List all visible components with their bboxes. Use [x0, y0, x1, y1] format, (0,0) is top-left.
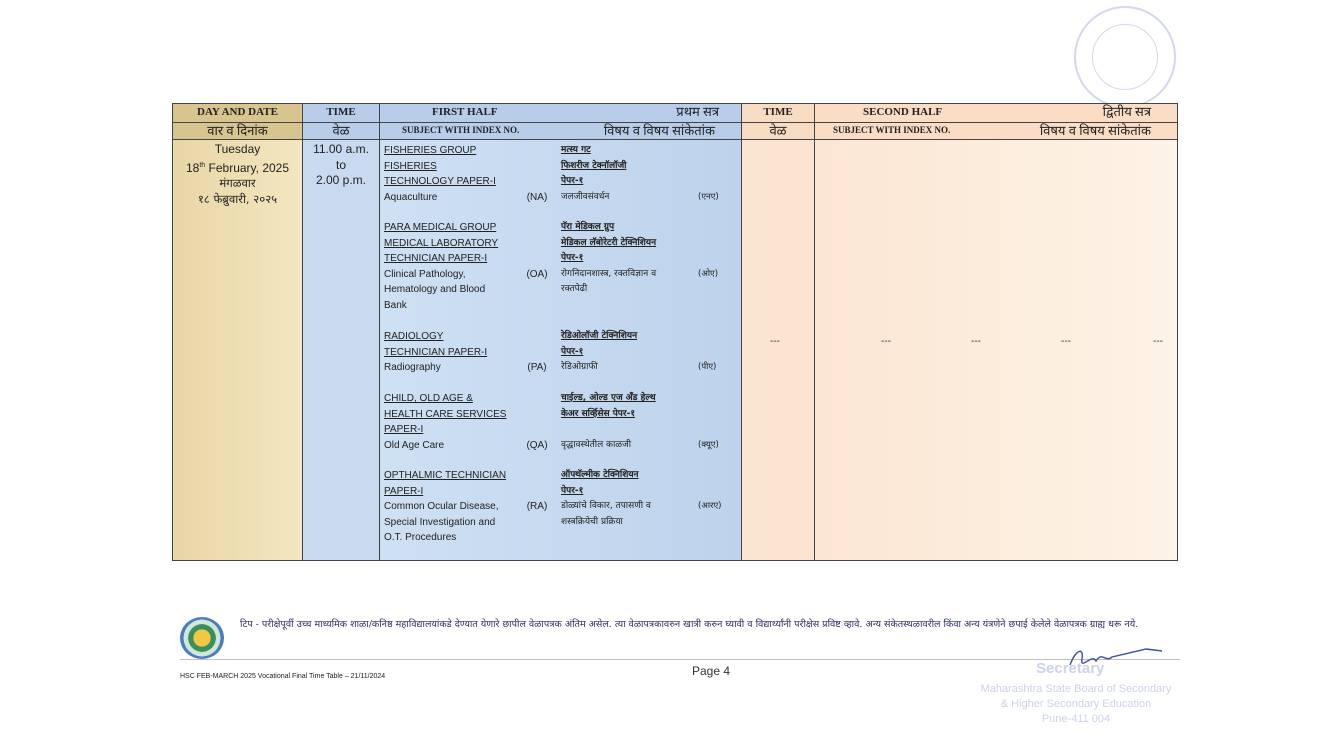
group-title-line: HEALTH CARE SERVICES	[384, 408, 507, 420]
subject-english	[384, 329, 520, 376]
document-title: HSC FEB-MARCH 2025 Vocational Final Time Table – 21/11/2024	[180, 673, 386, 680]
subject-english	[384, 391, 520, 453]
subject-name-mr-line: रोगनिदानशास्त्र, रक्तविज्ञान व	[561, 268, 657, 279]
index-code: (NA)	[526, 191, 548, 203]
timetable	[172, 103, 1178, 561]
subject-english	[384, 468, 520, 546]
group-title-mr-line: ऑफ्थॅल्मीक टेक्निशियन	[561, 470, 639, 480]
group-title-line: MEDICAL LABORATORY	[384, 237, 499, 249]
group-title-mr-line: पेपर-१	[561, 253, 584, 264]
subject-english	[384, 143, 520, 205]
second-time-cell	[742, 140, 815, 561]
dash: ---	[770, 336, 780, 347]
day-header: DAY AND DATE	[173, 104, 303, 123]
subject-marathi	[561, 143, 689, 205]
time-header-mr: वेळ	[303, 123, 380, 140]
index-code: (RA)	[526, 501, 548, 513]
index-code-mr: (ओए)	[698, 268, 719, 279]
subject-name-mr-line: वृद्धावस्थेतील काळजी	[561, 439, 632, 450]
group-title-mr-line: मेडिकल लॅबोरेटरी टेक्निशियन	[561, 237, 657, 248]
subject-name-mr-line: डोळ्यांचे विकार, तपासणी व	[561, 501, 651, 512]
group-title-line: TECHNOLOGY PAPER-I	[384, 176, 496, 188]
group-title-mr-line: मत्स्य गट	[561, 145, 591, 155]
first-half-subjects	[380, 140, 742, 561]
time2-header: TIME	[742, 104, 815, 123]
board-logo	[180, 617, 224, 659]
group-title-mr-line: पेपर-१	[561, 176, 584, 187]
subject-marathi	[561, 468, 689, 530]
group-title-line: OPTHALMIC TECHNICIAN	[384, 470, 507, 481]
group-title-line: PARA MEDICAL GROUP	[384, 222, 497, 233]
day-header-mr: वार व दिनांक	[173, 123, 303, 140]
board-seal	[1074, 6, 1176, 108]
subject-name-mr-line: शस्त्रक्रियेची प्रक्रिया	[561, 516, 623, 527]
subject-name-line: Bank	[384, 299, 407, 311]
subject-marathi	[561, 391, 689, 453]
group-title-mr-line: केअर सर्व्हिसेस पेपर-१	[561, 408, 636, 419]
subject-marathi	[561, 220, 689, 298]
index-code: (OA)	[526, 268, 548, 280]
subject-marathi	[561, 329, 689, 376]
footer-divider	[180, 659, 1180, 660]
group-title-line: FISHERIES	[384, 160, 437, 172]
group-title-mr-line: पेपर-१	[561, 485, 584, 496]
time-header: TIME	[303, 104, 380, 123]
group-title-line: PAPER-I	[384, 424, 424, 436]
day-cell: Tuesday 18th February, 2025 मंगळवार १८ फेब्रुवारी, २०२५	[173, 140, 303, 561]
group-title-line: RADIOLOGY	[384, 331, 444, 342]
second-half-subjects	[815, 140, 1178, 561]
subject-name-line: Hematology and Blood	[384, 284, 486, 296]
subject-name-line: Radiography	[384, 362, 441, 374]
footer-note: टिप - परीक्षेपूर्वी उच्च माध्यमिक शाळा/कनिष्ठ महाविद्यालयांकडे देण्यात येणारे छापील वेळापत्रक अंतिम असेल. त्या वेळापत्रकावरुन खात्री करुन घ्यावी व विद्यार्थ्यांनी परीक्षेस प्रविष्ट व्हावे. अन्य संकेतस्थळावरील किंवा अन्य यंत्रणेने छपाई केलेले वेळापत्रक ग्राह्य धरू नये.	[240, 619, 1139, 630]
subject-name-mr-line	[561, 422, 689, 438]
first-sub-header: SUBJECT WITH INDEX NO. विषय व विषय सांकेतांक	[380, 123, 742, 140]
group-title-line: TECHNICIAN PAPER-I	[384, 346, 488, 358]
index-code-mr: (आरए)	[698, 501, 722, 512]
group-title-mr-line: रेडिओलॉजी टेक्निशियन	[561, 331, 638, 341]
subject-name-line: Common Ocular Disease,	[384, 501, 499, 513]
second-half-header: SECOND HALF द्वितीय सत्र	[815, 104, 1178, 123]
board-address: Maharashtra State Board of Secondary & Higher Secondary Education Pune-411 004	[980, 683, 1172, 725]
subject-name-mr-line: रेडिओग्राफी	[561, 362, 598, 373]
group-title-line: TECHNICIAN PAPER-I	[384, 253, 488, 265]
signature	[1062, 643, 1172, 673]
index-code-mr: (क्यूए)	[698, 439, 719, 450]
subject-name-line: O.T. Procedures	[384, 532, 457, 544]
time-cell: 11.00 a.m. to 2.00 p.m.	[303, 140, 380, 561]
dash: ---	[881, 336, 891, 347]
group-title-mr-line: चाईल्ड, ओल्ड एज अँड हेल्थ	[561, 393, 656, 403]
subject-english	[384, 220, 520, 314]
index-code: (PA)	[527, 362, 547, 374]
index-code: (QA)	[526, 439, 548, 451]
index-code-mr: (पीए)	[698, 362, 717, 373]
page-number: Page 4	[692, 664, 731, 678]
group-title-mr-line: फिशरीज टेक्नॉलॉजी	[561, 160, 627, 171]
second-sub-header: SUBJECT WITH INDEX NO. विषय व विषय सांकेतांक	[815, 123, 1178, 140]
subject-name-line: Old Age Care	[384, 439, 445, 451]
group-title-line: CHILD, OLD AGE &	[384, 393, 473, 404]
group-title-mr-line: पेपर-१	[561, 346, 584, 357]
index-code-mr: (एनए)	[698, 191, 719, 202]
dash: ---	[971, 336, 981, 347]
secretary-label: Secretary	[1036, 660, 1105, 677]
time2-header-mr: वेळ	[742, 123, 815, 140]
dash: ---	[1061, 336, 1071, 347]
group-title-mr-line: पॅरा मेडिकल ग्रुप	[561, 222, 615, 232]
subject-name-line: Aquaculture	[384, 191, 438, 203]
subject-name-line: Special Investigation and	[384, 516, 496, 528]
group-title-line: FISHERIES GROUP	[384, 145, 477, 156]
subject-name-mr-line: रक्तपेढी	[561, 284, 588, 295]
subject-name-mr-line: जलजीवसंवर्धन	[561, 191, 610, 202]
dash: ---	[1153, 336, 1163, 347]
group-title-line: PAPER-I	[384, 485, 424, 497]
subject-name-line: Clinical Pathology,	[384, 268, 466, 280]
first-half-header: FIRST HALF प्रथम सत्र	[380, 104, 742, 123]
